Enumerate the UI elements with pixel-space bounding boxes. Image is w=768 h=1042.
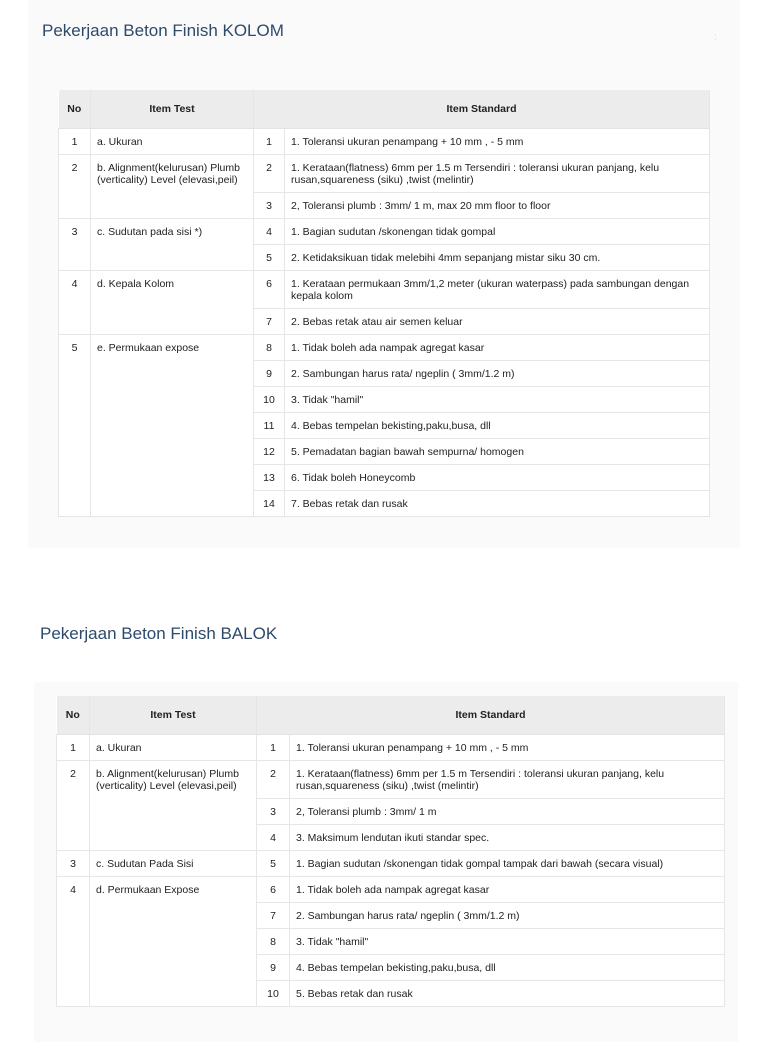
row-number-cell: [57, 851, 90, 877]
item-test-label: a. Ukuran: [97, 136, 143, 148]
item-test-cell: [91, 219, 254, 271]
item-test-cell: [90, 877, 257, 1007]
standard-number: 8: [270, 936, 276, 948]
item-test-label: b. Alignment(kelurusan) Plumb (verticality) Level (elevasi,peil): [97, 162, 240, 186]
standard-text: 2, Toleransi plumb : 3mm/ 1 m: [296, 806, 437, 818]
standard-text: 1. Kerataan(flatness) 6mm per 1.5 m Tersendiri : toleransi ukuran panjang, kelu rusan,squareness (siku) ,twist (melintir): [291, 162, 660, 186]
table-body: [57, 735, 725, 1007]
standard-number: 13: [263, 472, 275, 484]
dot-mark: :: [714, 32, 717, 43]
standard-text: 1. Bagian sudutan /skonengan tidak gompal tampak dari bawah (secara visual): [296, 858, 664, 870]
section-title: Pekerjaan Beton Finish BALOK: [40, 624, 278, 643]
standard-number: 9: [270, 962, 276, 974]
standard-text: 2. Bebas retak atau air semen keluar: [291, 316, 463, 328]
standard-text-cell: [285, 465, 710, 491]
standard-text-cell: [290, 761, 725, 799]
row-number: 3: [70, 858, 76, 870]
header-item-test: Item Test: [90, 696, 257, 735]
table-row: [57, 761, 725, 799]
table-row: [59, 129, 710, 155]
standard-text-cell: [290, 877, 725, 903]
standard-number: 3: [270, 806, 276, 818]
item-test-cell: [91, 335, 254, 517]
row-number: 2: [70, 768, 76, 780]
standard-text: 4. Bebas tempelan bekisting,paku,busa, dll: [291, 420, 491, 432]
standard-text-cell: [285, 309, 710, 335]
row-number: 4: [71, 278, 78, 290]
item-test-cell: [91, 271, 254, 335]
standard-number: 5: [270, 858, 276, 870]
standard-number-cell: [257, 825, 290, 851]
standard-text-cell: [290, 955, 725, 981]
standard-number-cell: [257, 903, 290, 929]
row-number-cell: [57, 877, 90, 1007]
standard-text-cell: [290, 735, 725, 761]
standard-text-cell: [290, 851, 725, 877]
standard-number: 2: [266, 162, 272, 174]
standard-number-cell: [254, 491, 285, 517]
standard-number: 7: [266, 316, 272, 328]
standard-number-cell: [254, 361, 285, 387]
standard-number: 9: [266, 368, 272, 380]
row-number-cell: [59, 335, 91, 517]
standard-text-cell: [285, 491, 710, 517]
item-test-cell: [90, 851, 257, 877]
standard-number: 4: [266, 226, 272, 238]
table-row: [57, 851, 725, 877]
standard-number-cell: [254, 245, 285, 271]
standard-text: 1. Kerataan permukaan 3mm/1,2 meter (ukuran waterpass) pada sambungan dengan kepala kolom: [291, 278, 690, 302]
standard-text-cell: [290, 825, 725, 851]
standard-text: 3. Maksimum lendutan ikuti standar spec.: [296, 832, 490, 844]
item-test-cell: [91, 155, 254, 219]
standard-text: 2. Ketidaksikuan tidak melebihi 4mm sepanjang mistar siku 30 cm.: [291, 252, 601, 264]
standard-text: 7. Bebas retak dan rusak: [291, 498, 408, 510]
standard-number-cell: [257, 851, 290, 877]
standard-text-cell: [285, 361, 710, 387]
standard-number: 2: [270, 768, 276, 780]
standard-number: 10: [267, 988, 279, 1000]
standard-number-cell: [257, 877, 290, 903]
row-number-cell: [57, 735, 90, 761]
standard-text-cell: [285, 219, 710, 245]
item-test-cell: [90, 735, 257, 761]
standard-number-cell: [257, 761, 290, 799]
table-row: [59, 335, 710, 361]
table-body: [59, 129, 710, 517]
standard-number-cell: [254, 387, 285, 413]
standard-number: 1: [270, 742, 276, 754]
standard-text: 4. Bebas tempelan bekisting,paku,busa, dll: [296, 962, 496, 974]
standard-number-cell: [257, 929, 290, 955]
standard-number-cell: [254, 439, 285, 465]
standard-number: 10: [263, 394, 275, 406]
standard-text: 1. Toleransi ukuran penampang + 10 mm , - 5 mm: [291, 136, 524, 148]
standards-table: [58, 90, 710, 517]
standard-text-cell: [285, 129, 710, 155]
standard-number-cell: [254, 219, 285, 245]
standard-text: 3. Tidak "hamil": [296, 936, 369, 948]
header-item-standard: Item Standard: [254, 90, 710, 129]
standard-number-cell: [254, 413, 285, 439]
standard-text-cell: [290, 929, 725, 955]
standard-text: 3. Tidak "hamil": [291, 394, 364, 406]
standard-number: 6: [270, 884, 276, 896]
standard-text-cell: [285, 335, 710, 361]
standard-number: 4: [270, 832, 276, 844]
standard-text: 6. Tidak boleh Honeycomb: [291, 472, 416, 484]
table-row: [57, 877, 725, 903]
standards-table: [56, 696, 725, 1007]
standard-number-cell: [257, 981, 290, 1007]
standard-number: 7: [270, 910, 276, 922]
standard-number: 14: [263, 498, 275, 510]
standard-number-cell: [254, 129, 285, 155]
header-item-test: Item Test: [91, 90, 254, 129]
row-number-cell: [59, 271, 91, 335]
row-number: 1: [70, 742, 76, 754]
standard-number-cell: [257, 955, 290, 981]
standard-text: 1. Tidak boleh ada nampak agregat kasar: [296, 884, 490, 896]
standard-number: 12: [263, 446, 275, 458]
standard-number: 6: [266, 278, 272, 290]
item-test-label: e. Permukaan expose: [97, 342, 200, 354]
standard-text-cell: [290, 799, 725, 825]
item-test-label: c. Sudutan pada sisi *): [97, 226, 203, 238]
standard-text-cell: [290, 903, 725, 929]
item-test-cell: [91, 129, 254, 155]
table-row: [59, 155, 710, 193]
table-header-row: [59, 90, 710, 129]
table-row: [59, 219, 710, 245]
standard-text: 1. Toleransi ukuran penampang + 10 mm , - 5 mm: [296, 742, 529, 754]
item-test-label: d. Kepala Kolom: [97, 278, 175, 290]
standard-number-cell: [254, 193, 285, 219]
standard-text-cell: [285, 413, 710, 439]
row-number-cell: [59, 129, 91, 155]
standard-number: 8: [266, 342, 272, 354]
row-number: 5: [71, 342, 78, 354]
standard-text: 5. Pemadatan bagian bawah sempurna/ homogen: [291, 446, 524, 458]
standard-number-cell: [254, 465, 285, 491]
item-test-cell: [90, 761, 257, 851]
standard-text: 1. Bagian sudutan /skonengan tidak gompal: [291, 226, 496, 238]
row-number: 2: [71, 162, 78, 174]
standard-text-cell: [285, 271, 710, 309]
table-header-row: [57, 696, 725, 735]
row-number-cell: [57, 761, 90, 851]
standard-number-cell: [254, 335, 285, 361]
item-test-label: d. Permukaan Expose: [96, 884, 200, 896]
standard-text: 2. Sambungan harus rata/ ngeplin ( 3mm/1.2 m): [291, 368, 515, 380]
standard-number: 11: [263, 420, 275, 432]
row-number: 1: [71, 136, 78, 148]
item-test-label: c. Sudutan Pada Sisi: [96, 858, 194, 870]
section-balok: [0, 600, 768, 1024]
standard-text-cell: [285, 193, 710, 219]
standard-text: 2. Sambungan harus rata/ ngeplin ( 3mm/1.2 m): [296, 910, 520, 922]
standard-text-cell: [285, 439, 710, 465]
standard-text: 2, Toleransi plumb : 3mm/ 1 m, max 20 mm floor to floor: [291, 200, 551, 212]
standard-number-cell: [257, 735, 290, 761]
standard-text: 5. Bebas retak dan rusak: [296, 988, 413, 1000]
item-test-label: a. Ukuran: [96, 742, 142, 754]
standard-text: 1. Kerataan(flatness) 6mm per 1.5 m Tersendiri : toleransi ukuran panjang, kelu rusan,squareness (siku) ,twist (melintir): [296, 768, 665, 792]
standard-number-cell: [254, 271, 285, 309]
header-no: No: [59, 90, 91, 129]
standard-text: 1. Tidak boleh ada nampak agregat kasar: [291, 342, 485, 354]
row-number-cell: [59, 155, 91, 219]
standard-text-cell: [285, 155, 710, 193]
standard-number: 5: [266, 252, 272, 264]
header-item-standard: Item Standard: [257, 696, 725, 735]
standard-text-cell: [290, 981, 725, 1007]
standard-text-cell: [285, 387, 710, 413]
item-test-label: b. Alignment(kelurusan) Plumb (verticality) Level (elevasi,peil): [96, 768, 239, 792]
row-number-cell: [59, 219, 91, 271]
table-row: [59, 271, 710, 309]
standard-number-cell: [257, 799, 290, 825]
standard-number: 3: [266, 200, 272, 212]
section-title: Pekerjaan Beton Finish KOLOM: [42, 21, 284, 40]
standard-number-cell: [254, 309, 285, 335]
standard-number-cell: [254, 155, 285, 193]
table-row: [57, 735, 725, 761]
standard-text-cell: [285, 245, 710, 271]
row-number: 4: [70, 884, 76, 896]
standard-number: 1: [266, 136, 272, 148]
header-no: No: [57, 696, 90, 735]
row-number: 3: [71, 226, 78, 238]
